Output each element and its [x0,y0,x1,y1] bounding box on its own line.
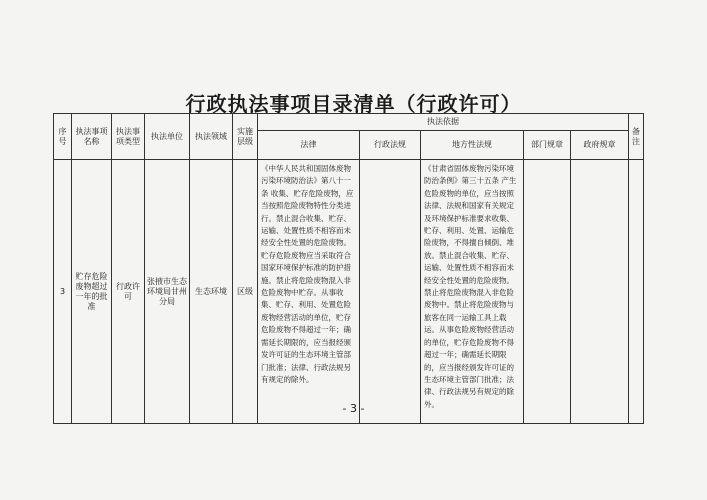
header-level: 实施层级 [233,114,258,160]
cell-gov-rule [571,160,629,424]
header-remark: 备注 [629,114,644,160]
enforcement-table [53,113,644,424]
cell-dept-rule [524,160,571,424]
header-basis: 执法依据 [258,114,629,131]
header-law: 法律 [258,131,360,160]
header-field: 执法领域 [190,114,233,160]
header-type: 执法事项类型 [112,114,145,160]
header-local-regulation: 地方性法规 [421,131,524,160]
header-unit: 执法单位 [145,114,190,160]
cell-type: 行政许可 [112,160,145,424]
cell-remark [629,160,644,424]
cell-seq: 3 [54,160,72,424]
cell-local-regulation: 《甘肃省固体废物污染环境防治条例》第三十五条 产生危险废物的单位，应当按照法律、法规和国家有关规定及环境保护标准要求收集、贮存、利用、处置、运输危险废物，不得擅自倾倒、堆放。禁止混合收集、贮存、运输、处置性质不相容而未经安全性处置的危险废物。禁止将危险废物混入非危险废物中。禁止将危险废物与旅客在同一运输工具上载运。从事危险废物经营活动的单位，贮存危险废物不得超过一年；确需延长期限的，应当报经颁发许可证的生态环境主管部门批准；法律、行政法规另有规定的除外。 [421,160,524,424]
header-dept-rule: 部门规章 [524,131,571,160]
header-admin-regulation: 行政法规 [360,131,421,160]
cell-field: 生态环境 [190,160,233,424]
header-name: 执法事项名称 [72,114,112,160]
cell-law: 《中华人民共和国固体废物污染环境防治法》第八十一条 收集、贮存危险废物，应当按照危险废物特性分类进行。禁止混合收集、贮存、运输、处置性质不相容而未经安全性处置的危险废物。贮存危险废物应当采取符合国家环境保护标准的防护措施。禁止将危险废物混入非危险废物中贮存。从事收集、贮存、利用、处置危险废物经营活动的单位，贮存危险废物不得超过一年；确需延长期限的，应当报经颁发许可证的生态环境主管部门批准；法律、行政法规另有规定的除外。 [258,160,360,424]
page-title: 行政执法事项目录清单（行政许可） [185,92,522,116]
header-gov-rule: 政府规章 [571,131,629,160]
cell-name: 贮存危险废物超过一年的批准 [72,160,112,424]
page-number: - 3 - [342,402,365,415]
cell-level: 区级 [233,160,258,424]
table-row [54,160,644,424]
header-seq: 序号 [54,114,72,160]
cell-admin-regulation [360,160,421,424]
cell-unit: 张掖市生态环境局甘州分局 [145,160,190,424]
